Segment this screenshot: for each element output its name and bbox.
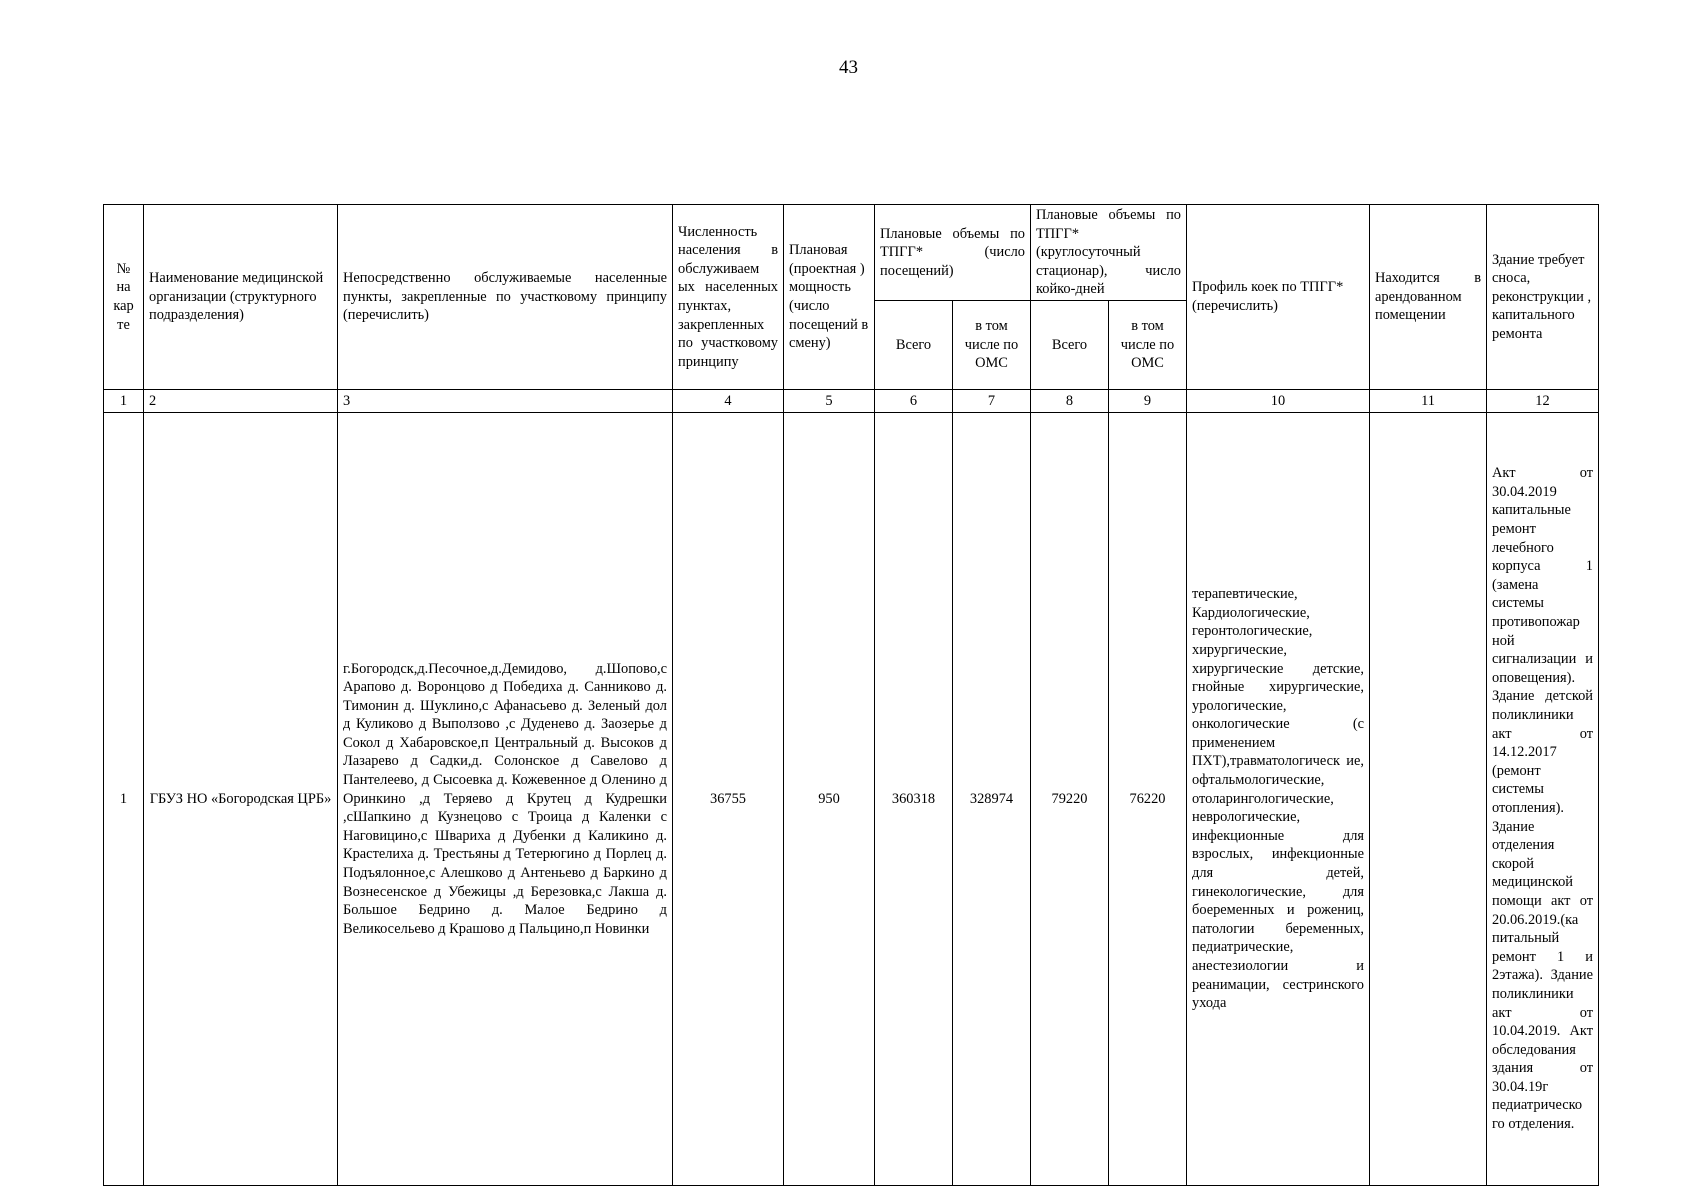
column-number: 6 — [875, 389, 953, 412]
column-number-row — [104, 389, 1599, 412]
header-planned-visits: Плановые объемы по ТПГГ* (число посещений) — [875, 205, 1031, 301]
column-number: 4 — [673, 389, 784, 412]
bed-days-total-value: 79220 — [1031, 412, 1109, 1185]
visits-oms-value: 328974 — [953, 412, 1031, 1185]
visits-total-value: 360318 — [875, 412, 953, 1185]
header-planned-bed-days: Плановые объемы по ТПГГ* (круглосуточный стационар), число койко-дней — [1031, 205, 1187, 301]
column-number: 2 — [144, 389, 338, 412]
population-value: 36755 — [673, 412, 784, 1185]
page-number: 43 — [839, 57, 858, 78]
header-row — [104, 205, 1599, 301]
column-number: 9 — [1109, 389, 1187, 412]
header-population: Численность населения в обслуживаем ых населенных пунктах, закрепленных по участковому принципу — [673, 205, 784, 390]
column-number: 1 — [104, 389, 144, 412]
header-rented: Находится в арендованном помещении — [1370, 205, 1487, 390]
header-map-number: № на кар те — [104, 205, 144, 390]
column-number: 5 — [784, 389, 875, 412]
settlements-list: г.Богородск,д.Песочное,д.Демидово, д.Шопово,с Арапово д. Воронцово д Победиха д. Санниково д. Тимонин д. Шуклино,с Афанасьево д. Зеленый дол д Куликово д Выползово ,с Дуденево д. Заозерье д Сокол д Хабаровское,п Центральный д. Высоков д Лазарево д Садки,д. Солонское д Савелово д Пантелеево, д Сысоевка д. Кожевенное д Оленино д Оринкино ,д Теряево д Крутец д Кудрешки ,сШапкино д Кузнецово с Троица д Каленки с Наговицино,с Швариха д Дубенки д Каликино д. Крастелиха д. Трестьяны д Тетерюгино д Порлец д. Подъялонное,с Алешково д Антеньево д Баркино д Вознесенское д Убежицы ,д Березовка,с Лакша д. Большое Бедрино д. Малое Бедрино д Великосельево д Крашово д Пальцино,п Новинки — [338, 412, 673, 1185]
bed-profile-list: терапевтические, Кардиологические, геронтологические, хирургические, хирургические детские, гнойные хирургические, урологические, онкологические (с применением ПХТ),травматологическ ие, офтальмологические, отоларингологические, неврологические, инфекционные для взрослых, инфекционные для детей, гинекологические, для боеременных и рожениц, патологии беременных, педиатрические, анестезиологии и реанимации, сестринского ухода — [1187, 412, 1370, 1185]
repair-needed-text: Акт от 30.04.2019 капитальные ремонт лечебного корпуса 1 (замена системы противопожар ной сигнализации и оповещения). Здание детской поликлиники акт от 14.12.2017 (ремонт системы отопления). Здание отделения скорой медицинской помощи акт от 20.06.2019.(ка питальный ремонт 1 и 2этажа). Здание поликлиники акт от 10.04.2019. Акт обследования здания от 30.04.19г педиатрическо го отделения. — [1487, 412, 1599, 1185]
column-number: 8 — [1031, 389, 1109, 412]
header-organization: Наименование медицинской организации (структурного подразделения) — [144, 205, 338, 390]
column-number: 11 — [1370, 389, 1487, 412]
bed-days-oms-value: 76220 — [1109, 412, 1187, 1185]
header-bed-days-total: Всего — [1031, 300, 1109, 389]
header-capacity: Плановая (проектная ) мощность (число посещений в смену) — [784, 205, 875, 390]
table-row — [104, 412, 1599, 1185]
header-visits-oms: в том числе по ОМС — [953, 300, 1031, 389]
column-number: 3 — [338, 389, 673, 412]
column-number: 10 — [1187, 389, 1370, 412]
rented-value — [1370, 412, 1487, 1185]
header-bed-profile: Профиль коек по ТПГГ* (перечислить) — [1187, 205, 1370, 390]
medical-organizations-table — [103, 204, 1599, 1186]
organization-name: ГБУЗ НО «Богородская ЦРБ» — [144, 412, 338, 1185]
header-repair-needed: Здание требует сноса, реконструкции , капитального ремонта — [1487, 205, 1599, 390]
capacity-value: 950 — [784, 412, 875, 1185]
header-bed-days-oms: в том числе по ОМС — [1109, 300, 1187, 389]
header-visits-total: Всего — [875, 300, 953, 389]
row-number: 1 — [104, 412, 144, 1185]
column-number: 12 — [1487, 389, 1599, 412]
header-settlements: Непосредственно обслуживаемые населенные пункты, закрепленные по участковому принципу (перечислить) — [338, 205, 673, 390]
column-number: 7 — [953, 389, 1031, 412]
